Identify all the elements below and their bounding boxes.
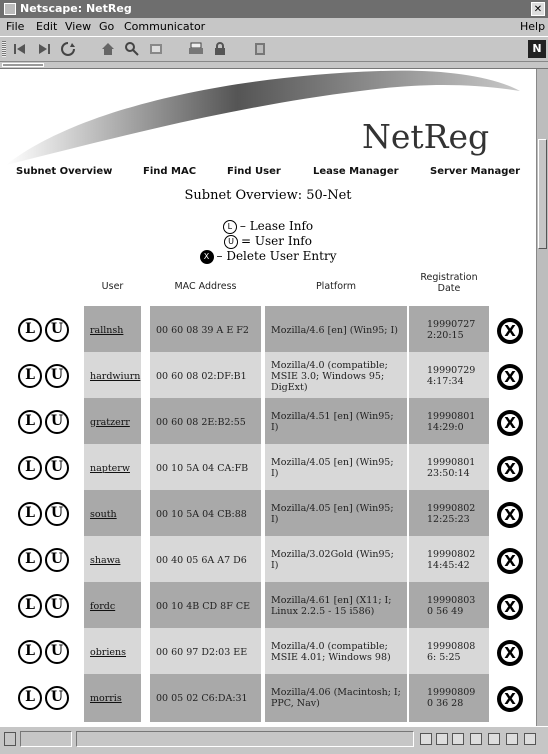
- delete-entry-icon[interactable]: [497, 364, 523, 390]
- delete-glyph: X: [501, 322, 519, 340]
- location-toolbar-collapsed: [0, 62, 548, 69]
- mac-address-cell: 00 10 4B CD 8F CE: [150, 582, 261, 630]
- menu-go[interactable]: Go: [99, 20, 115, 33]
- registration-date-cell: 19990802 14:45:42: [409, 536, 489, 584]
- mac-address-cell: 00 60 08 39 A E F2: [150, 306, 261, 354]
- netscape-logo-icon[interactable]: N: [528, 40, 546, 58]
- address-book-icon[interactable]: [488, 733, 500, 745]
- window-menu-icon[interactable]: [4, 3, 16, 15]
- registration-date-cell: 19990809 0 36 28: [409, 674, 489, 722]
- site-navigation: [0, 166, 536, 182]
- delete-entry-icon: X: [200, 250, 214, 264]
- print-icon[interactable]: [188, 41, 204, 57]
- table-row: [0, 582, 536, 630]
- page-title: Subnet Overview: 50-Net: [184, 188, 352, 203]
- page-content: [0, 69, 536, 726]
- registration-date-cell: 19990727 2:20:15: [409, 306, 489, 354]
- mac-address-cell: 00 05 02 C6:DA:31: [150, 674, 261, 722]
- table-row: [0, 674, 536, 722]
- table-row: [0, 490, 536, 538]
- user-cell: [84, 444, 141, 492]
- table-row: [0, 352, 536, 400]
- lease-info-icon[interactable]: L: [18, 410, 42, 434]
- platform-cell: Mozilla/4.6 [en] (Win95; I): [265, 306, 407, 354]
- user-cell: [84, 352, 141, 400]
- status-message-field: [76, 731, 414, 747]
- registration-date-cell: 19990801 23:50:14: [409, 444, 489, 492]
- user-cell: [84, 306, 141, 354]
- toolbar-grip-icon[interactable]: [2, 41, 6, 57]
- user-link[interactable]: morris: [90, 692, 122, 704]
- legend-lease-text: – Lease Info: [239, 219, 314, 233]
- mail-icon[interactable]: [436, 733, 448, 745]
- user-link[interactable]: fordc: [90, 600, 116, 612]
- delete-glyph: X: [501, 460, 519, 478]
- registration-date-cell: 19990803 0 56 49: [409, 582, 489, 630]
- table-row: [0, 628, 536, 676]
- platform-cell: Mozilla/4.0 (compatible; MSIE 3.0; Windows 95; DigExt): [265, 352, 407, 400]
- platform-cell: Mozilla/4.0 (compatible; MSIE 4.01; Windows 98): [265, 628, 407, 676]
- progress-field: [20, 731, 72, 747]
- status-bar: [0, 726, 548, 754]
- user-link[interactable]: gratzerr: [90, 416, 130, 428]
- user-link[interactable]: south: [90, 508, 117, 520]
- lease-info-icon[interactable]: L: [18, 364, 42, 388]
- registration-date-cell: 19990802 12:25:23: [409, 490, 489, 538]
- window-title: Netscape: NetReg: [20, 2, 132, 15]
- nav-subnet-overview[interactable]: Subnet Overview: [16, 166, 113, 177]
- delete-glyph: X: [501, 506, 519, 524]
- menu-communicator[interactable]: Communicator: [124, 20, 206, 33]
- search-icon[interactable]: [124, 41, 140, 57]
- user-cell: [84, 536, 141, 584]
- user-link[interactable]: rallnsh: [90, 324, 124, 336]
- table-row: [0, 306, 536, 354]
- user-link[interactable]: hardwiurn: [90, 370, 141, 382]
- home-icon[interactable]: [100, 41, 116, 57]
- lease-info-icon[interactable]: L: [18, 686, 42, 710]
- mac-address-cell: 00 40 05 6A A7 D6: [150, 536, 261, 584]
- menu-file[interactable]: File: [6, 20, 25, 33]
- mac-address-cell: 00 60 08 02:DF:B1: [150, 352, 261, 400]
- location-toolbar-tab[interactable]: [2, 63, 44, 67]
- stop-icon[interactable]: [252, 41, 268, 57]
- table-header: [0, 272, 536, 302]
- lease-info-icon[interactable]: L: [18, 640, 42, 664]
- delete-glyph: X: [501, 368, 519, 386]
- delete-entry-icon[interactable]: [497, 640, 523, 666]
- lease-info-icon[interactable]: L: [18, 548, 42, 572]
- user-info-icon[interactable]: U: [45, 502, 69, 526]
- netreg-banner: [0, 69, 536, 169]
- check-icon[interactable]: [524, 733, 536, 745]
- user-info-icon[interactable]: U: [45, 410, 69, 434]
- navigation-toolbar: [0, 36, 548, 62]
- legend-delete-text: – Delete User Entry: [216, 249, 337, 263]
- table-row: [0, 444, 536, 492]
- forward-icon[interactable]: [36, 41, 52, 57]
- delete-glyph: X: [501, 690, 519, 708]
- nav-server-manager[interactable]: Server Manager: [430, 166, 521, 177]
- lease-info-icon: L: [223, 220, 237, 234]
- platform-cell: Mozilla/3.02Gold (Win95; I): [265, 536, 407, 584]
- close-icon[interactable]: ✕: [531, 2, 545, 16]
- security-lock-icon[interactable]: [4, 732, 16, 746]
- menu-view[interactable]: View: [65, 20, 92, 33]
- user-cell: [84, 490, 141, 538]
- delete-entry-icon[interactable]: [497, 318, 523, 344]
- legend-delete-entry: [0, 249, 536, 264]
- user-link[interactable]: napterw: [90, 462, 130, 474]
- registration-date-cell: 19990801 14:29:0: [409, 398, 489, 446]
- platform-cell: Mozilla/4.05 [en] (Win95; I): [265, 490, 407, 538]
- user-info-icon: U: [224, 235, 238, 249]
- vertical-scrollbar[interactable]: [536, 69, 548, 726]
- menu-help[interactable]: Help: [520, 20, 546, 33]
- lease-info-icon[interactable]: L: [18, 456, 42, 480]
- bookmark-icon[interactable]: [506, 733, 518, 745]
- discussion-icon[interactable]: [452, 733, 464, 745]
- legend-user-text: = User Info: [241, 234, 312, 248]
- user-info-icon[interactable]: U: [45, 318, 69, 342]
- delete-glyph: X: [501, 552, 519, 570]
- user-link[interactable]: obriens: [90, 646, 126, 658]
- user-info-icon[interactable]: U: [45, 364, 69, 388]
- user-info-icon[interactable]: U: [45, 594, 69, 618]
- delete-entry-icon[interactable]: [497, 410, 523, 436]
- platform-cell: Mozilla/4.61 [en] (X11; I; Linux 2.2.5 - 15 i586): [265, 582, 407, 630]
- user-cell: [84, 582, 141, 630]
- mac-address-cell: 00 60 08 2E:B2:55: [150, 398, 261, 446]
- menu-edit[interactable]: Edit: [36, 20, 58, 33]
- registration-date-cell: 19990729 4:17:34: [409, 352, 489, 400]
- column-header-user: User: [101, 281, 124, 292]
- user-cell: [84, 628, 141, 676]
- legend-user-info: [0, 234, 536, 249]
- table-row: [0, 398, 536, 446]
- lease-info-icon[interactable]: L: [18, 502, 42, 526]
- delete-glyph: X: [501, 414, 519, 432]
- registration-date-cell: 19990808 6: 5:25: [409, 628, 489, 676]
- column-header-mac: MAC Address: [174, 281, 237, 292]
- delete-entry-icon[interactable]: [497, 686, 523, 712]
- column-header-platform: Platform: [315, 281, 357, 292]
- delete-entry-icon[interactable]: [497, 548, 523, 574]
- user-cell: [84, 674, 141, 722]
- user-info-icon[interactable]: U: [45, 640, 69, 664]
- scrollbar-thumb[interactable]: [538, 139, 547, 249]
- user-link[interactable]: shawa: [90, 554, 121, 566]
- netreg-logo: NetReg: [362, 117, 490, 156]
- reload-icon[interactable]: [60, 41, 76, 57]
- delete-entry-icon[interactable]: [497, 502, 523, 528]
- menu-bar: [0, 18, 548, 36]
- delete-glyph: X: [501, 644, 519, 662]
- lease-info-icon[interactable]: L: [18, 594, 42, 618]
- user-cell: [84, 398, 141, 446]
- lease-info-icon[interactable]: L: [18, 318, 42, 342]
- user-info-icon[interactable]: U: [45, 548, 69, 572]
- window-titlebar: [0, 0, 548, 18]
- platform-cell: Mozilla/4.05 [en] (Win95; I): [265, 444, 407, 492]
- table-row: [0, 536, 536, 584]
- nav-lease-manager[interactable]: Lease Manager: [313, 166, 399, 177]
- mac-address-cell: 00 10 5A 04 CA:FB: [150, 444, 261, 492]
- user-info-icon[interactable]: U: [45, 456, 69, 480]
- composer-icon[interactable]: [470, 733, 482, 745]
- component-navigator-icon[interactable]: [420, 733, 432, 745]
- delete-entry-icon[interactable]: [497, 594, 523, 620]
- guide-icon[interactable]: [148, 41, 164, 57]
- nav-find-user[interactable]: Find User: [227, 166, 281, 177]
- mac-address-cell: 00 60 97 D2:03 EE: [150, 628, 261, 676]
- back-icon[interactable]: [12, 41, 28, 57]
- delete-entry-icon[interactable]: [497, 456, 523, 482]
- column-header-date: Registration Date: [420, 272, 478, 294]
- nav-find-mac[interactable]: Find MAC: [143, 166, 197, 177]
- platform-cell: Mozilla/4.51 [en] (Win95; I): [265, 398, 407, 446]
- mac-address-cell: 00 10 5A 04 CB:88: [150, 490, 261, 538]
- user-info-icon[interactable]: U: [45, 686, 69, 710]
- security-icon[interactable]: [212, 41, 228, 57]
- legend-lease-info: [0, 219, 536, 234]
- platform-cell: Mozilla/4.06 (Macintosh; I; PPC, Nav): [265, 674, 407, 722]
- delete-glyph: X: [501, 598, 519, 616]
